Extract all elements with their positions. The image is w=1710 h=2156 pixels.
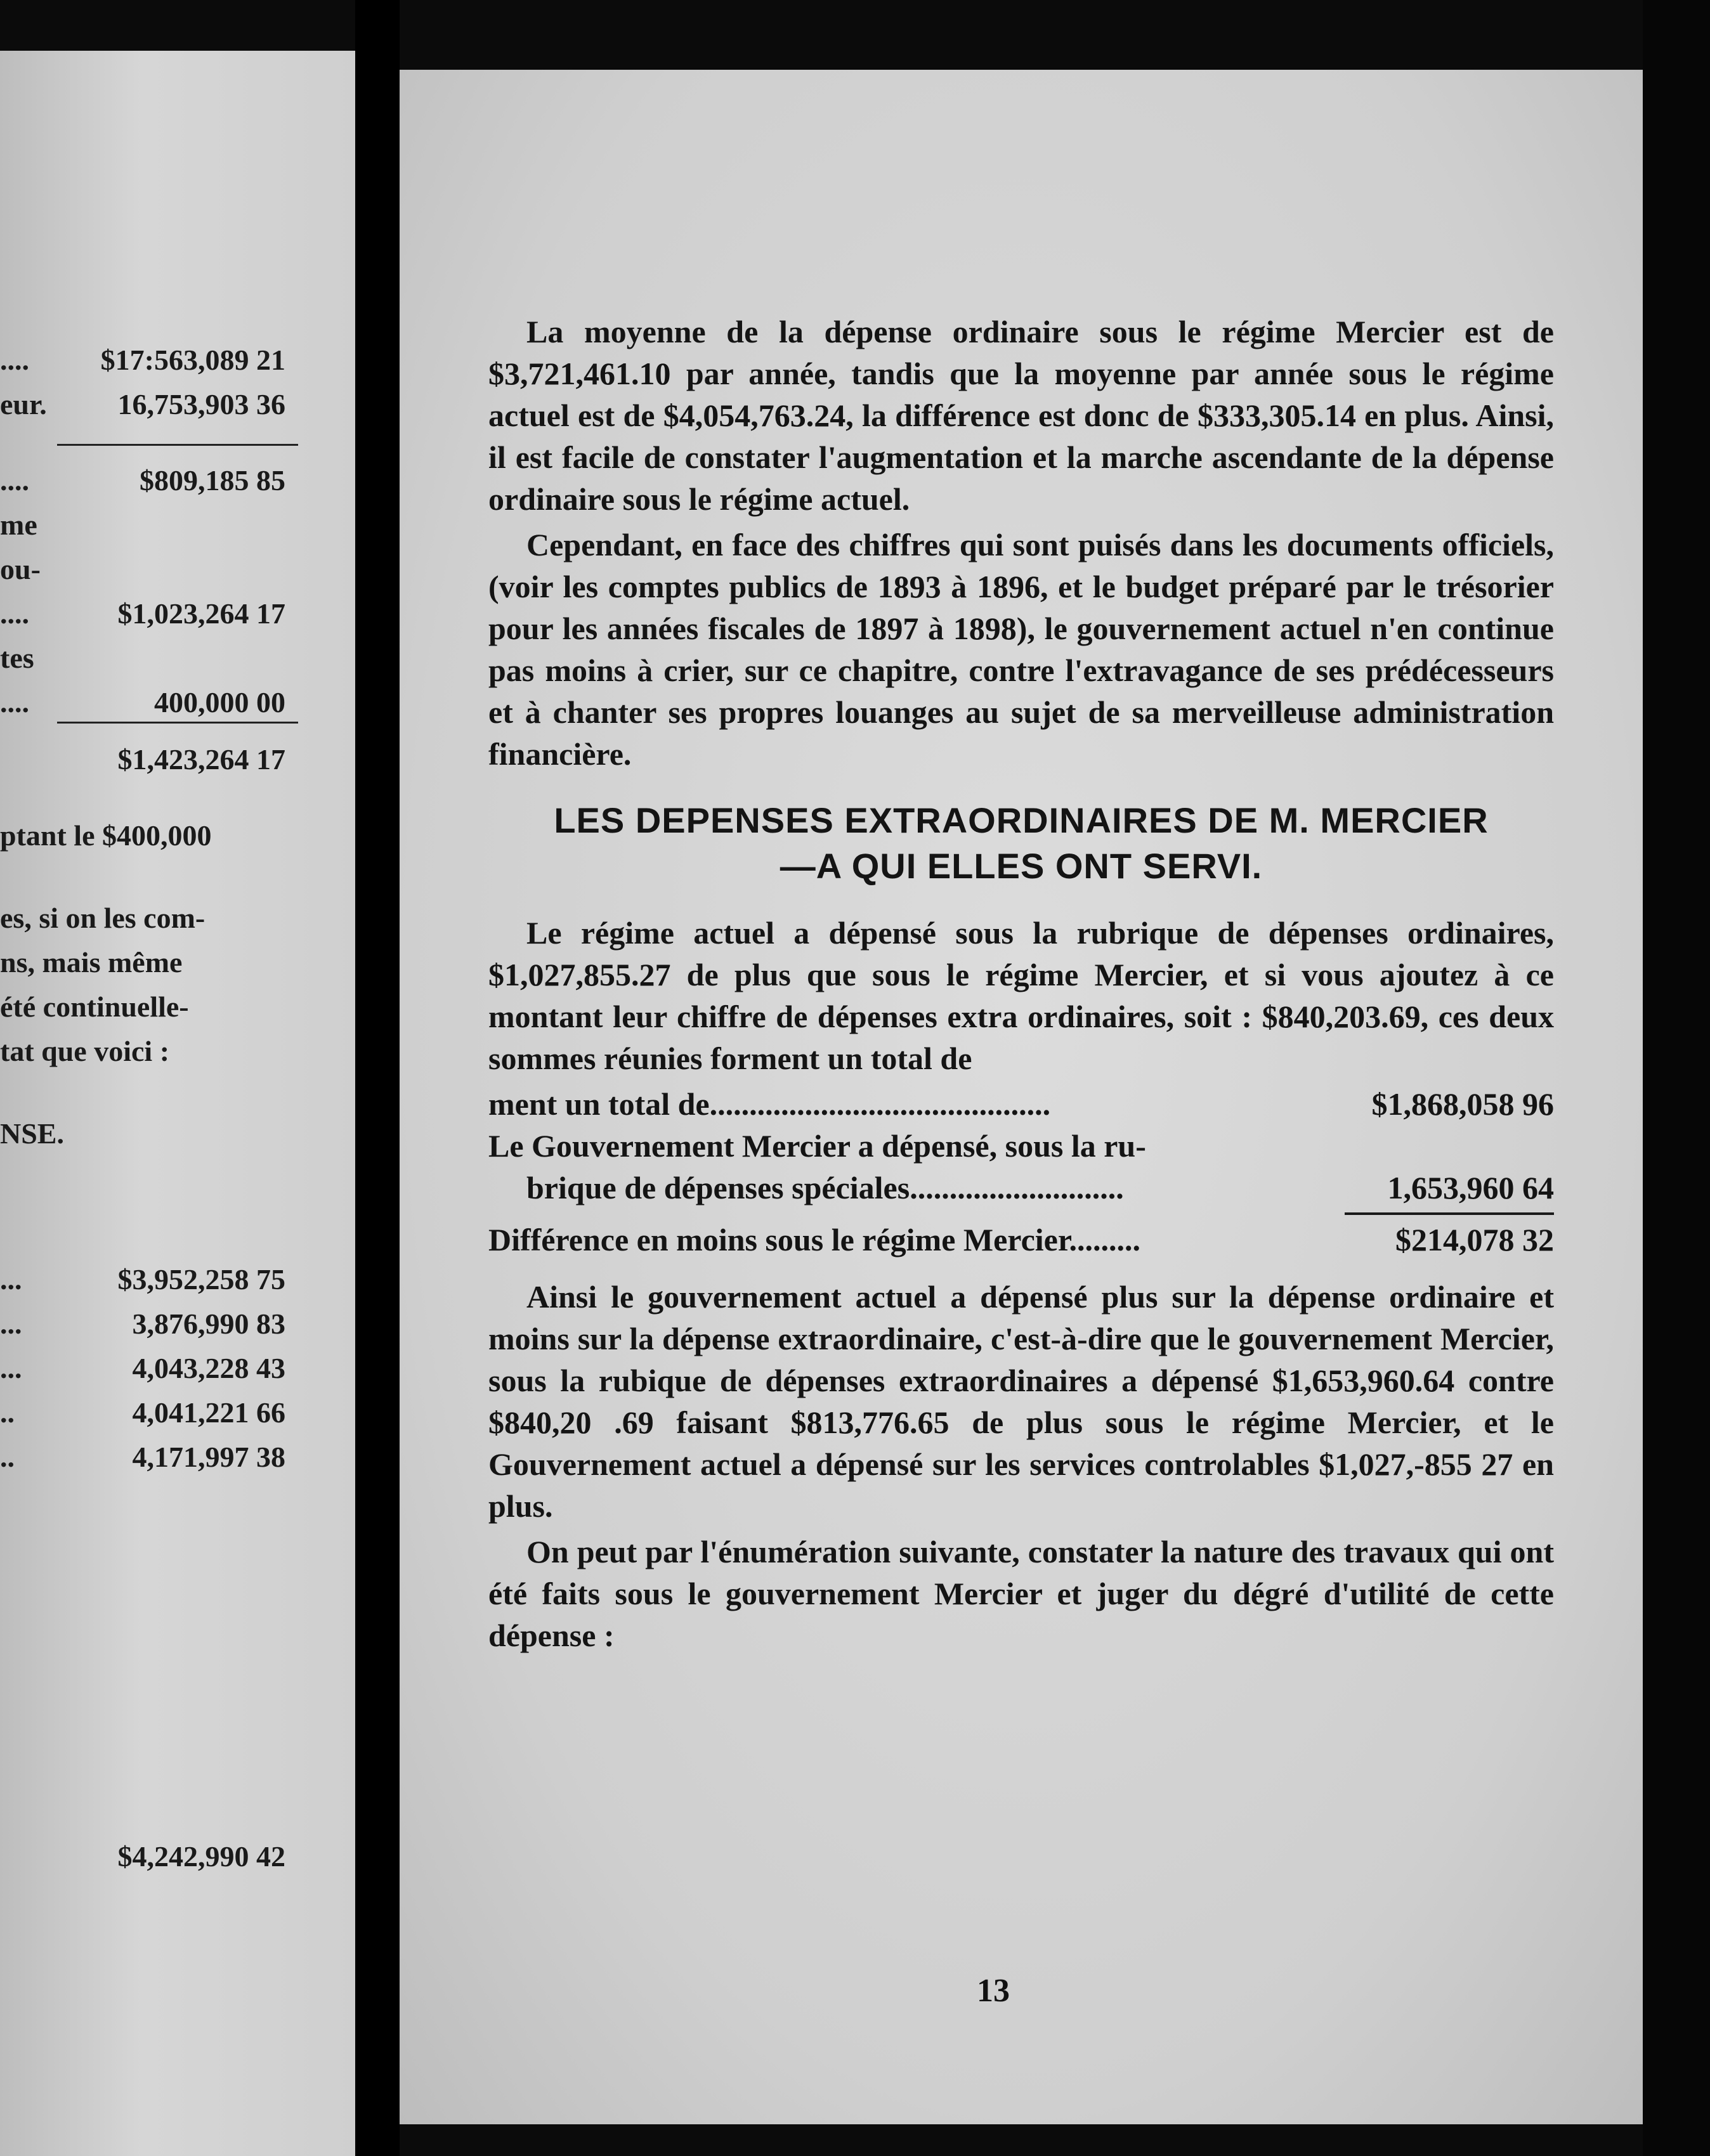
expense-ledger	[488, 1083, 1554, 1267]
left-page-line	[0, 742, 298, 777]
left-page-line-text: ..	[0, 1441, 15, 1473]
left-page-line	[0, 1262, 298, 1297]
page-number: 13	[977, 1973, 1010, 2009]
ledger-mercier-label-2: brique de dépenses spéciales...........................	[526, 1170, 1124, 1205]
left-page-line-text: ....	[0, 686, 29, 718]
left-page-line-text: ns, mais même	[0, 946, 183, 978]
left-page-line-amount: $4,242,990 42	[117, 1840, 285, 1873]
left-page-line-text: ....	[0, 344, 29, 376]
left-page-line-amount: 4,043,228 43	[132, 1352, 285, 1384]
left-page-line	[0, 1839, 298, 1874]
left-page-line	[0, 1395, 298, 1431]
page-content	[488, 311, 1554, 1660]
left-page-line-amount: 4,171,997 38	[132, 1441, 285, 1473]
ledger-mercier-amount: 1,653,960 64	[1387, 1170, 1554, 1205]
paragraph-comparison: Ainsi le gouvernement actuel a dépensé plus sur la dépense ordinaire et moins sur la dépense extraordinaire, c'est-à-dire que le gouvernement Mercier, sous la rubique de dépenses extraordinaires a dépensé $1,653,960.64 contre $840,20 .69 faisant $813,776.65 de plus sous le régime Mercier, et le Gouvernement actuel a dépensé sur les services controlables $1,027,-855 27 en plus.	[488, 1279, 1554, 1524]
ledger-total-label: ment un total de...........................................	[488, 1086, 1051, 1122]
left-page-line	[0, 1034, 298, 1069]
left-page-line	[0, 685, 298, 720]
page-edge-shadow	[1643, 0, 1710, 2156]
left-page-line-text: ....	[0, 464, 29, 497]
left-page-line-text: ou-	[0, 553, 41, 585]
ledger-mercier-label-1: Le Gouvernement Mercier a dépensé, sous la ru-	[488, 1128, 1146, 1164]
left-page-line-text: ..	[0, 1396, 15, 1429]
left-page-line	[0, 342, 298, 378]
left-page-line-amount: 400,000 00	[154, 686, 285, 718]
left-page-line-text: ...	[0, 1352, 22, 1384]
left-page-line	[0, 1306, 298, 1342]
left-page-line	[0, 507, 298, 543]
left-page-line-text: ....	[0, 597, 29, 630]
paragraph-average-expense: La moyenne de la dépense ordinaire sous le régime Mercier est de $3,721,461.10 par année, tandis que la moyenne par année sous le régime actuel est de $4,054,763.24, la différence est donc de $333,305.14 en plus. Ainsi, il est facile de constater l'augmentation et la marche ascendante de la dépense ordinaire sous le régime actuel.	[488, 314, 1554, 517]
left-page-line	[0, 1439, 298, 1475]
left-page-line	[0, 1351, 298, 1386]
left-page-line-text: eur.	[0, 388, 47, 420]
left-page-line	[0, 900, 298, 936]
paragraph-current-regime: Le régime actuel a dépensé sous la rubrique de dépenses ordinaires, $1,027,855.27 de plus que sous le régime Mercier, et si vous ajoutez à ce montant leur chiffre de dépenses extra ordinaires, soit : $840,203.69, ces deux sommes réunies forment un total de	[488, 915, 1554, 1076]
left-page-line	[0, 945, 298, 980]
left-page-line-text: ptant le $400,000	[0, 819, 212, 852]
left-page-line	[0, 387, 298, 422]
left-page-line-amount: 4,041,221 66	[132, 1396, 285, 1429]
heading-line-1: LES DEPENSES EXTRAORDINAIRES DE M. MERCIER	[554, 800, 1489, 840]
left-page-line	[0, 1116, 298, 1152]
ledger-mercier-row-1	[488, 1125, 1554, 1167]
left-page-line-text: été continuelle-	[0, 990, 189, 1023]
left-rule-2	[57, 722, 298, 724]
left-page-line-text: NSE.	[0, 1117, 64, 1150]
left-page-line	[0, 596, 298, 632]
ledger-mercier-row-2	[488, 1167, 1554, 1209]
left-page-line	[0, 640, 298, 676]
left-page-line-amount: $1,023,264 17	[117, 597, 285, 630]
ledger-difference-amount: $214,078 32	[1395, 1222, 1554, 1257]
ledger-rule	[1345, 1212, 1554, 1215]
paragraph-official-documents: Cependant, en face des chiffres qui sont puisés dans les documents officiels, (voir les comptes publics de 1893 à 1896, et le budget préparé par le trésorier pour les années fiscales de 1897 à 1898), le gouvernement actuel n'en continue pas moins à crier, sur ce chapitre, contre l'extravagance de ses prédécesseurs et à chanter ses propres louanges au sujet de sa merveilleuse administration financière.	[488, 527, 1554, 772]
left-page-line-text: ...	[0, 1263, 22, 1296]
left-rule-1	[57, 444, 298, 446]
left-page-line-text: tat que voici :	[0, 1035, 170, 1067]
left-page-line-amount: $1,423,264 17	[117, 743, 285, 776]
left-page-line-amount: 3,876,990 83	[132, 1308, 285, 1340]
left-page-line-amount: $17:563,089 21	[100, 344, 285, 376]
left-page-line-amount: 16,753,903 36	[117, 388, 285, 420]
ledger-difference-label: Différence en moins sous le régime Mercier.........	[488, 1222, 1140, 1257]
section-heading	[488, 798, 1554, 889]
ledger-total-amount: $1,868,058 96	[1371, 1086, 1554, 1122]
paragraph-enumeration: On peut par l'énumération suivante, constater la nature des travaux qui ont été faits sous le gouvernement Mercier et juger du dégré d'utilité de cette dépense :	[488, 1534, 1554, 1653]
left-page-line	[0, 989, 298, 1025]
left-page-line-text: tes	[0, 642, 34, 674]
left-page-line-text: es, si on les com-	[0, 902, 206, 934]
left-page-line-amount: $3,952,258 75	[117, 1263, 285, 1296]
left-page-line	[0, 818, 298, 854]
left-page-line-amount: $809,185 85	[140, 464, 285, 497]
left-page-line	[0, 552, 298, 587]
heading-line-2: —A QUI ELLES ONT SERVI.	[780, 846, 1263, 886]
ledger-total-row	[488, 1083, 1554, 1125]
left-page-line-text: me	[0, 509, 37, 541]
left-page-line-text: ...	[0, 1308, 22, 1340]
left-page-line	[0, 463, 298, 498]
ledger-difference-row	[488, 1219, 1554, 1261]
book-gutter	[355, 0, 400, 2156]
